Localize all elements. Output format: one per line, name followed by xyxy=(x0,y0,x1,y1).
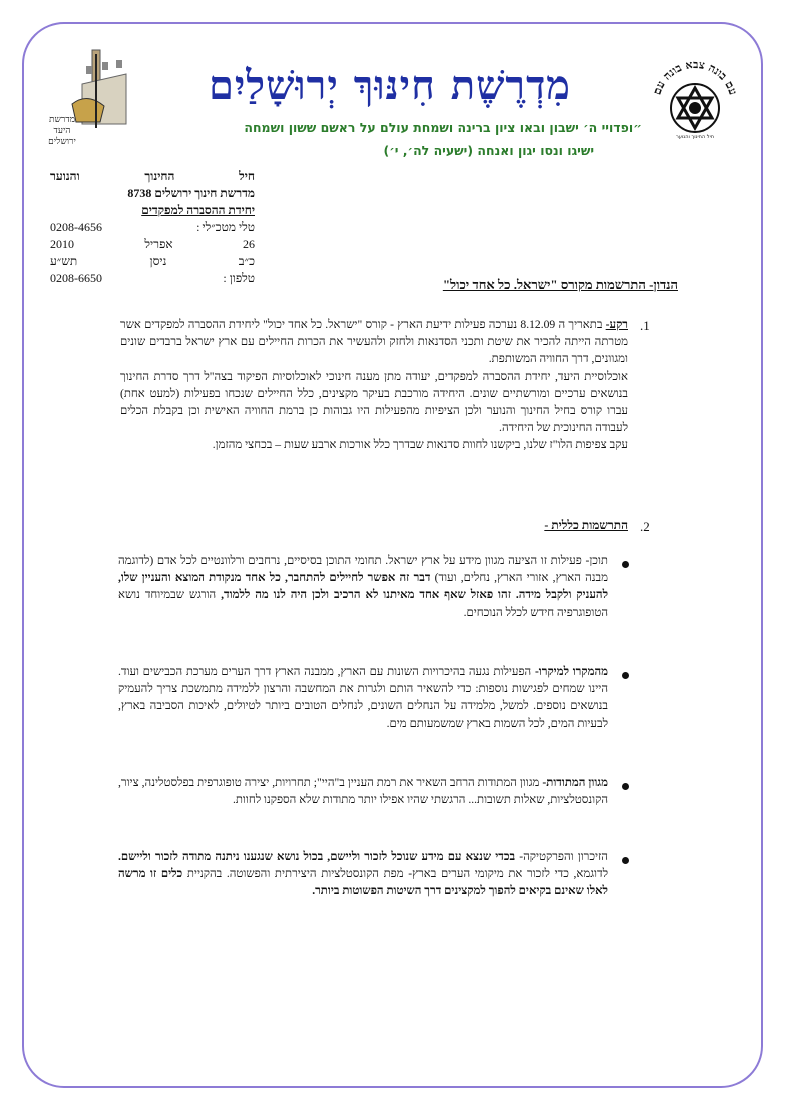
section-1-para-1-text: בתאריך ה 8.12.09 נערכה פעילות ידיעת הארץ - קורס "ישראל. כל אחד יכול" ליחידת ההסברה למפקדים אשר מטרתה הייתה להכיר את שיטת ותכני הסדנאות ולחזק ולהעשיר את הכרות החיילים עם ארץ ישראל ברבדים שונים ומגוונים, דרך החוויה המשותפת. xyxy=(120,318,628,366)
verse-line-1: ״ופדויי ה׳ ישבון ובאו ציון ברינה ושמחת עולם על ראשם ששון ושמחה xyxy=(244,120,642,135)
date-year: 2010 xyxy=(50,237,74,251)
sender-block xyxy=(50,168,255,287)
heb-day: כ״ב xyxy=(238,254,255,268)
bullet-4-bold-a: בכדי שנצא עם מידע שנוכל לזכור וליישם, בכול נושא שנגענו ניתנה מתודה לזכור וליישם. xyxy=(118,850,516,863)
bullet-4-text-b: לדוגמא, כדי לזכור את מיקומי הערים בארץ- מפת הקונסטלציות היצירתית והפשוטה. בהקניית xyxy=(182,867,608,881)
section-1-para-2: אוכלוסיית היעד, יחידת ההסברה למפקדים, יעודה מתן מענה חינוכי לאוכלוסיות הפיקוד בצה"ל דרך סדרת החינוך בנושאים ערכיים ומורשתיים שונים. היחידה מורכבת בעיקר מקצינים, כלל החיילים שנכחו בפעילות (למעט אחת) עברו קורס בחיל החינוך והנוער ולכן הציפיות מהפעילות היו גבוהות כן ברמת החוויה האישית וכן בקבלת הכלים לעבודה החינוכית של היחידה. xyxy=(120,369,628,435)
bullet-1-text-b: הורגש שבמיוחד נושא הטופוגרפיה חידש לכלל הנוכחים. xyxy=(118,588,608,619)
logo-caption-3: ירושלים xyxy=(48,137,76,147)
section-1-body xyxy=(120,316,628,454)
sender-line-1 xyxy=(50,168,255,185)
sender-word-3: והנוער xyxy=(50,169,80,183)
subject-line: הנדון- התרשמות מקורס "ישראל. כל אחד יכול" xyxy=(442,277,678,292)
seal-motto: עם בונה צבא בונה עם xyxy=(650,57,740,97)
bullet-4-text-a: הזיכרון והפרקטיקה- xyxy=(515,850,608,863)
phone-value: 0208-6650 xyxy=(50,271,102,285)
letterhead-title: מִדְרֶשֶׁת חִינּוּךְ יְרוּשָׁלַיִם xyxy=(208,62,572,109)
bullet-1 xyxy=(118,552,608,621)
unit-seal-logo xyxy=(645,52,745,152)
bullet-dot xyxy=(622,783,629,790)
logo-caption-1: מדרשת xyxy=(49,115,75,125)
verse-line-2: ישיגו ונסו יגון ואנחה (ישעיה לה׳, י׳) xyxy=(383,143,594,158)
bullet-2-lead: מהמקרו למיקרו- xyxy=(534,665,608,678)
heb-month: ניסן xyxy=(149,254,167,268)
section-1-para-3: עקב צפיפות הלו"ז שלנו, ביקשנו לחוות סדנאות שבדרך כלל אורכות ארבע שעות – בכחצי מהזמן. xyxy=(212,438,628,452)
bullet-2-text: הפעילות נגעה בהיכרויות השונות עם הארץ, ממבנה הארץ דרך הערים מערכת הכבישים ועוד. היינו שמחים לפגישות נוספות: כדי להשאיר הותם ולגרות את המחשבה והרצון ללמידה מתמשכת צריך להעמיק בנושאים נוספים. למשל, מלמידה על הנחלים השונים, לנחלים הטובים ביותר לטיולים, לאיכות הסביבה בארץ, לבעיות המים, לכל השמות בארץ שמשמעותם מים. xyxy=(118,665,608,730)
bullet-1-text-a: פעילות זו הציעה מגוון מידע על ארץ ישראל. תחומי התוכן בסיסיים, נרחבים ורלוונטיים לכל אדם (לדוגמה מבנה הארץ, אזורי הארץ, נחלים, ועוד) xyxy=(118,554,609,585)
sender-word-2: החינוך xyxy=(144,169,175,183)
bullet-dot xyxy=(622,672,629,679)
sender-line-2: מדרשת חינוך ירושלים 8738 xyxy=(127,186,255,200)
hebrew-date-row xyxy=(50,253,255,270)
bullet-4 xyxy=(118,848,608,900)
phone-label: טלפון : xyxy=(223,271,255,285)
bullet-dot xyxy=(622,857,629,864)
bullet-3-lead: מגוון המתודות- xyxy=(542,776,608,789)
heb-year: תש״ע xyxy=(50,254,78,268)
date-month: אפריל xyxy=(144,237,173,251)
bullet-4-bold-b: כלים זו מרשה לאלו שאינם בקיאים להפוך למקצינים דרך השיטות הפשוטות ביותר. xyxy=(118,867,608,898)
mil-phone-label: טלי מטכ״לי : xyxy=(196,220,255,234)
date-row xyxy=(50,236,255,253)
section-1-number: .1 xyxy=(640,318,650,333)
section-1-lead: רקע- xyxy=(605,318,628,331)
date-day: 26 xyxy=(243,237,255,251)
section-2-number: .2 xyxy=(640,519,650,534)
phone-row xyxy=(50,270,255,287)
bullet-1-bold: דבר זה אפשר לחיילים להתחבר, כל אחד מנקודת המוצא והעניין שלו, להעניק ולקבל מידה. זהו פאזל שאף אחד מאיתנו לא הרכיב ולכן היה לנו מה ללמוד, xyxy=(118,571,608,602)
midrasha-logo xyxy=(42,44,138,150)
section-2-heading: התרשמות כללית - xyxy=(544,518,628,532)
bullet-dot xyxy=(622,561,629,568)
section-1-para-1 xyxy=(120,316,628,368)
bullet-2 xyxy=(118,663,608,732)
sender-line-3: יחידת ההסברה למפקדים xyxy=(141,203,255,217)
mil-phone-row xyxy=(50,219,255,236)
mil-phone-value: 0208-4656 xyxy=(50,220,102,234)
logo-caption-2: היעד xyxy=(53,126,71,136)
seal-caption: חיל החינוך והנוער xyxy=(675,134,715,140)
bullet-3-text: מגוון המתודות הרחב השאיר את רמת העניין ב"היי"; תחרויות, יצירה טופוגרפית בפלסטלינה, ציור, הקונסטלציות, שאלות תשובות... הרגשתי שהיו אפילו יותר מתודות שלא הספקנו לחוות. xyxy=(118,776,608,807)
sender-word-1: חיל xyxy=(239,169,255,183)
bullet-3 xyxy=(118,774,608,808)
bullet-1-lead: תוכן- xyxy=(585,554,608,567)
